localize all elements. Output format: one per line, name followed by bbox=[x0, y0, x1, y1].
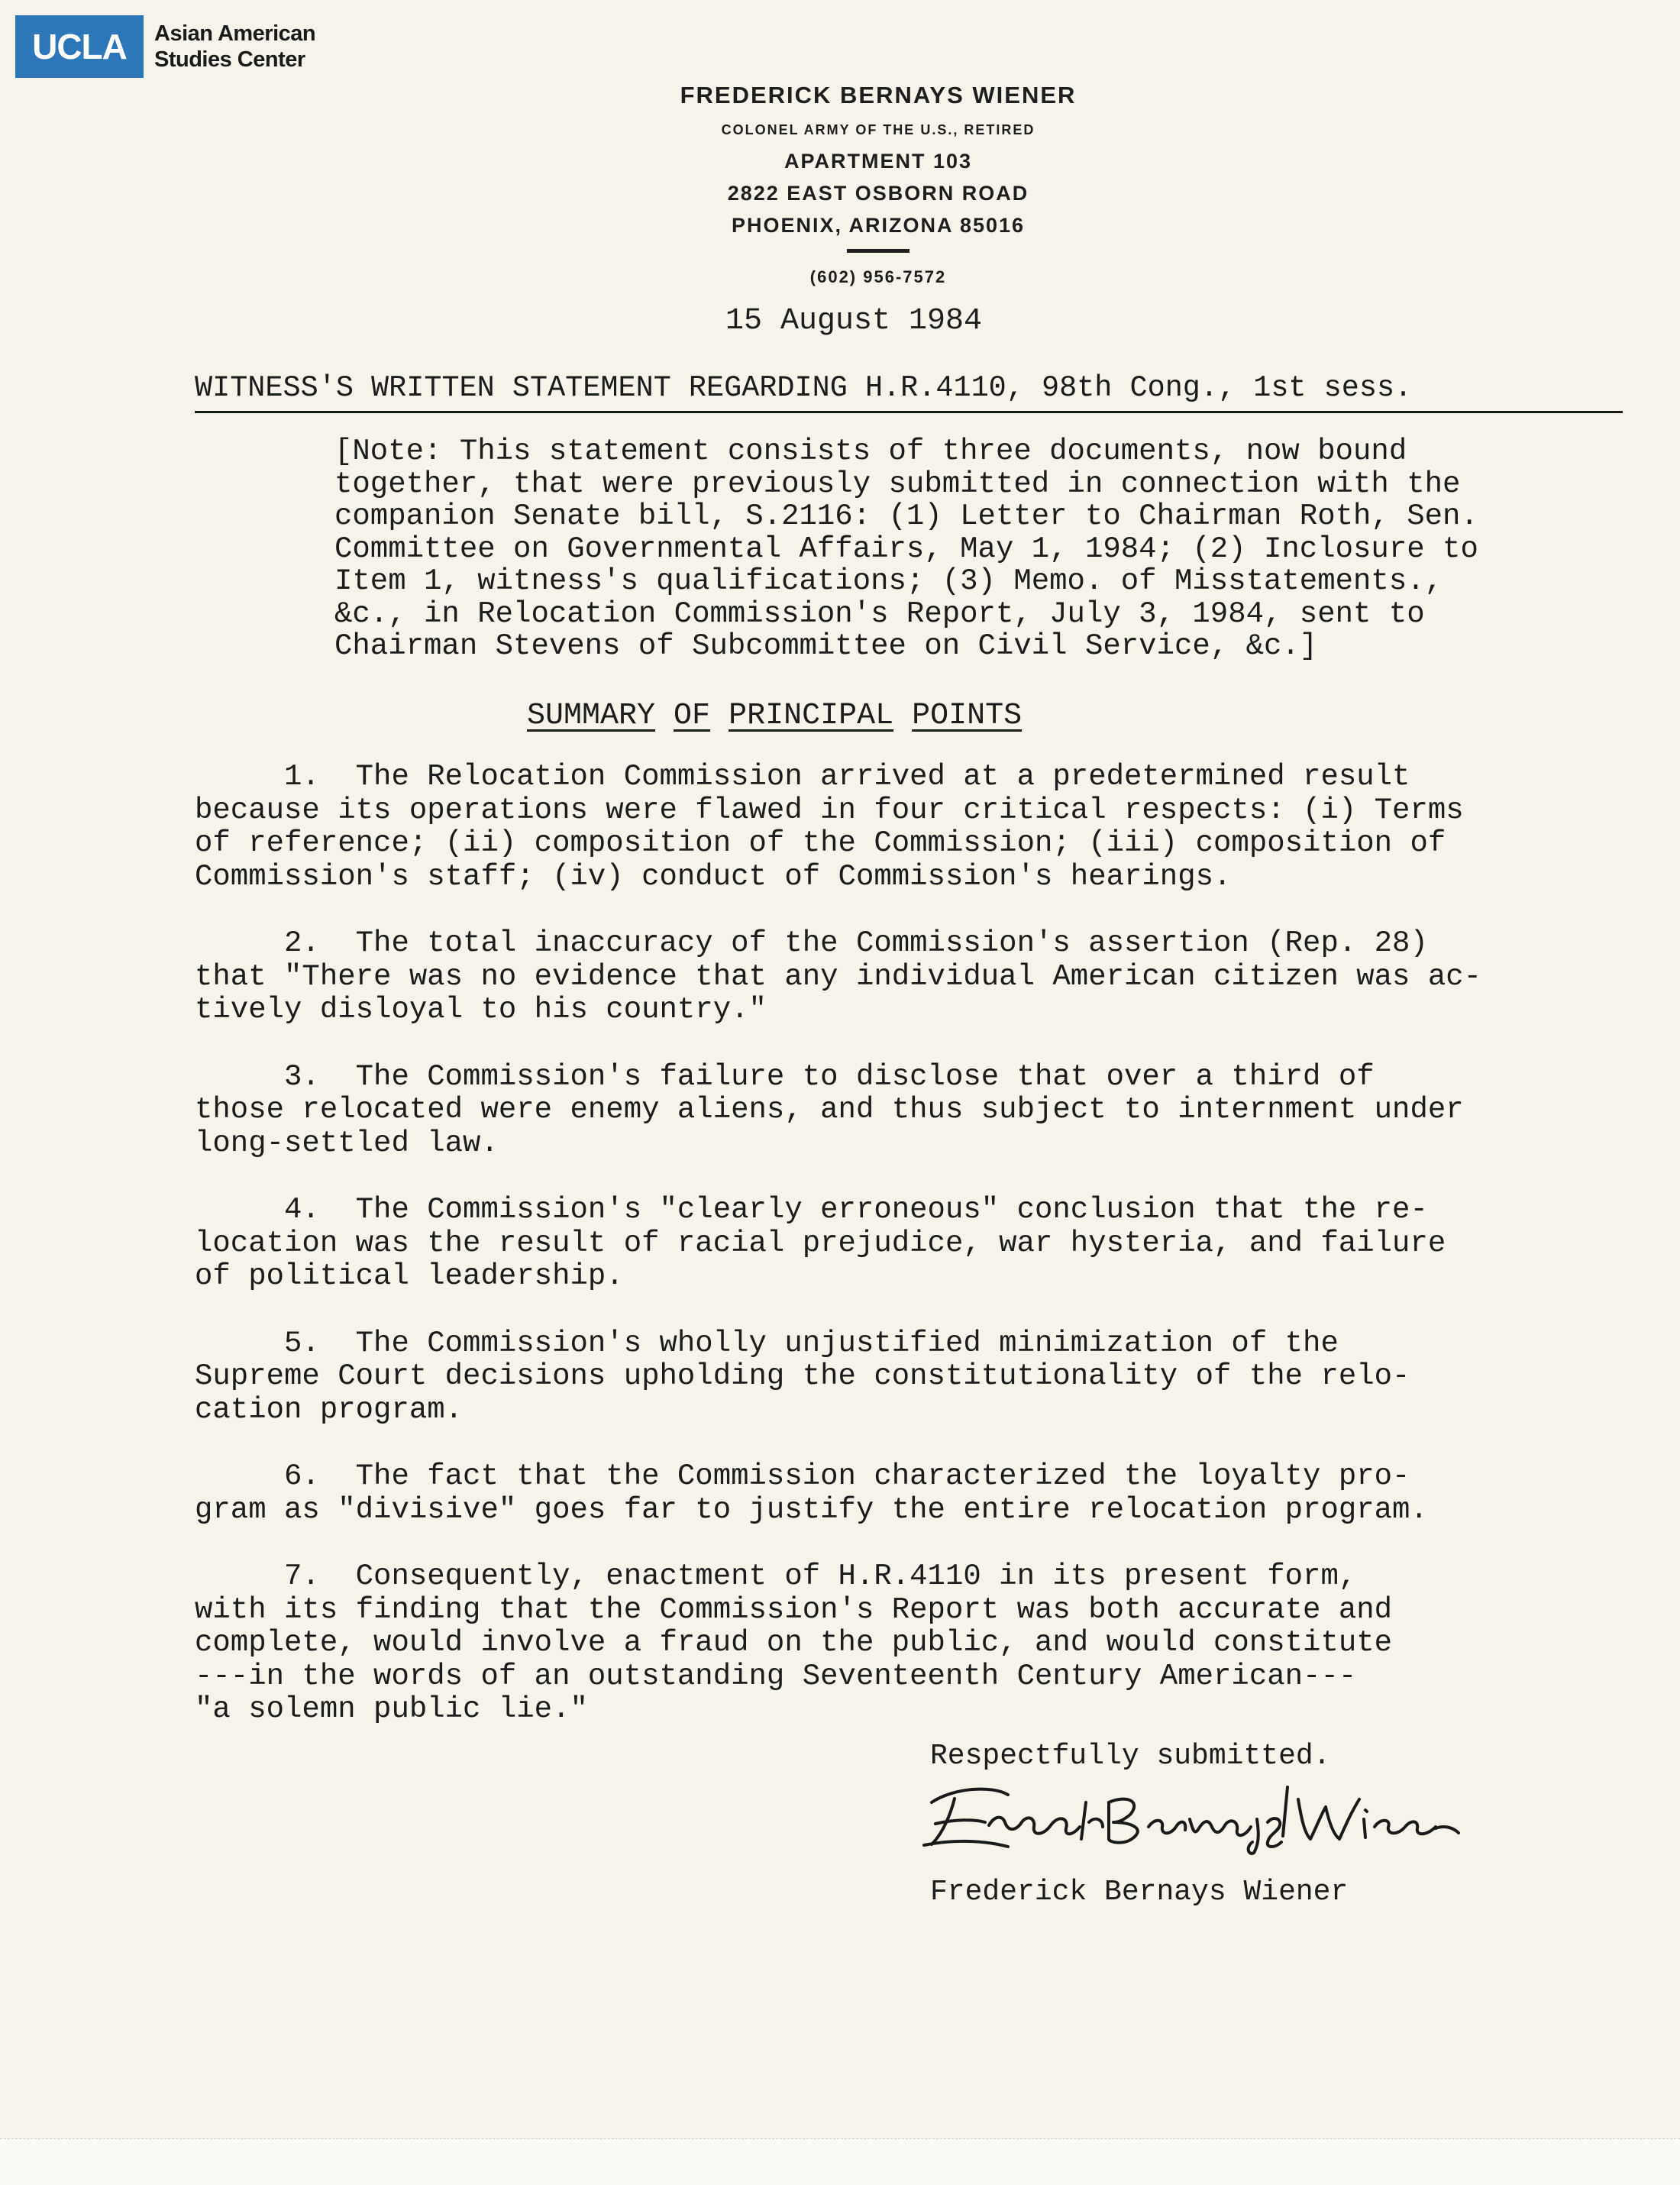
point-line: ---in the words of an outstanding Seventeenth Century American--- bbox=[195, 1659, 1357, 1693]
summary-title-word: OF bbox=[674, 699, 711, 733]
letterhead-address-1: APARTMENT 103 bbox=[783, 150, 973, 173]
letterhead-name: FREDERICK BERNAYS WIENER bbox=[680, 82, 1077, 108]
signer-name: Frederick Bernays Wiener bbox=[930, 1876, 1349, 1909]
logo-caption bbox=[154, 21, 315, 73]
letterhead-address-2: 2822 EAST OSBORN ROAD bbox=[727, 182, 1029, 205]
handwritten-signature bbox=[909, 1772, 1466, 1856]
point-line: 5. The Commission's wholly unjustified minimization of the bbox=[195, 1326, 1339, 1360]
note-line: Committee on Governmental Affairs, May 1, 1984; (2) Inclosure to bbox=[334, 532, 1478, 566]
letterhead-divider bbox=[847, 249, 909, 253]
point-line: because its operations were flawed in four critical respects: (i) Terms bbox=[195, 793, 1464, 827]
letterhead-address-3: PHOENIX, ARIZONA 85016 bbox=[731, 214, 1026, 237]
summary-title bbox=[527, 698, 1022, 735]
point-line: gram as "divisive" goes far to justify the entire relocation program. bbox=[195, 1492, 1428, 1527]
point-line: "a solemn public lie." bbox=[195, 1692, 588, 1726]
point-line: location was the result of racial prejudice, war hysteria, and failure bbox=[195, 1226, 1446, 1260]
note-paragraph bbox=[334, 435, 1587, 663]
note-line: together, that were previously submitted in connection with the bbox=[334, 467, 1461, 501]
note-line: Item 1, witness's qualifications; (3) Memo. of Misstatements., bbox=[334, 564, 1443, 598]
letterhead bbox=[535, 76, 1222, 289]
point-line: that "There was no evidence that any individual American citizen was ac- bbox=[195, 959, 1482, 994]
point-line: 3. The Commission's failure to disclose that over a third of bbox=[195, 1059, 1375, 1094]
logo-line-1: Asian American bbox=[154, 21, 316, 46]
point-1 bbox=[195, 761, 1623, 894]
point-7 bbox=[195, 1560, 1623, 1727]
point-line: Commission's staff; (iv) conduct of Commission's hearings. bbox=[195, 859, 1232, 894]
point-line: 4. The Commission's "clearly erroneous" conclusion that the re- bbox=[195, 1193, 1428, 1227]
logo-line-2: Studies Center bbox=[154, 47, 305, 72]
letterhead-phone: (602) 956-7572 bbox=[809, 267, 947, 286]
point-5 bbox=[195, 1327, 1623, 1427]
point-line: of reference; (ii) composition of the Commission; (iii) composition of bbox=[195, 826, 1446, 860]
note-line: [Note: This statement consists of three documents, now bound bbox=[334, 435, 1407, 468]
point-line: of political leadership. bbox=[195, 1259, 624, 1293]
letterhead-rank: COLONEL ARMY OF THE U.S., RETIRED bbox=[721, 122, 1035, 137]
point-line: tively disloyal to his country." bbox=[195, 993, 767, 1026]
point-line: long-settled law. bbox=[195, 1126, 499, 1160]
note-line: &c., in Relocation Commission's Report, July 3, 1984, sent to bbox=[334, 596, 1425, 631]
logo-badge: UCLA bbox=[15, 15, 144, 78]
point-line: 1. The Relocation Commission arrived at a predetermined result bbox=[195, 760, 1410, 794]
letter-date: 15 August 1984 bbox=[725, 304, 983, 338]
point-line: 2. The total inaccuracy of the Commission's assertion (Rep. 28) bbox=[195, 926, 1428, 960]
point-line: 7. Consequently, enactment of H.R.4110 in its present form, bbox=[195, 1560, 1357, 1593]
closing-line: Respectfully submitted. bbox=[930, 1740, 1331, 1773]
summary-title-word: POINTS bbox=[912, 699, 1023, 733]
point-3 bbox=[195, 1061, 1623, 1161]
page-bottom-edge bbox=[0, 2138, 1680, 2185]
statement-heading: WITNESS'S WRITTEN STATEMENT REGARDING H.R.4110, 98th Cong., 1st sess. bbox=[195, 370, 1623, 413]
point-line: Supreme Court decisions upholding the constitutionality of the relo- bbox=[195, 1359, 1410, 1393]
ucla-logo bbox=[15, 15, 315, 78]
point-4 bbox=[195, 1194, 1623, 1294]
note-line: companion Senate bill, S.2116: (1) Letter to Chairman Roth, Sen. bbox=[334, 499, 1478, 533]
principal-points bbox=[195, 761, 1623, 1760]
point-line: 6. The fact that the Commission characterized the loyalty pro- bbox=[195, 1459, 1410, 1493]
point-6 bbox=[195, 1460, 1623, 1527]
summary-title-word: PRINCIPAL bbox=[729, 699, 894, 733]
point-line: complete, would involve a fraud on the public, and would constitute bbox=[195, 1626, 1393, 1660]
note-line: Chairman Stevens of Subcommittee on Civil Service, &c.] bbox=[334, 629, 1318, 663]
summary-title-word: SUMMARY bbox=[527, 699, 656, 733]
point-line: with its finding that the Commission's Report was both accurate and bbox=[195, 1592, 1393, 1627]
point-line: cation program. bbox=[195, 1392, 464, 1427]
point-2 bbox=[195, 927, 1623, 1027]
point-line: those relocated were enemy aliens, and thus subject to internment under bbox=[195, 1093, 1464, 1126]
